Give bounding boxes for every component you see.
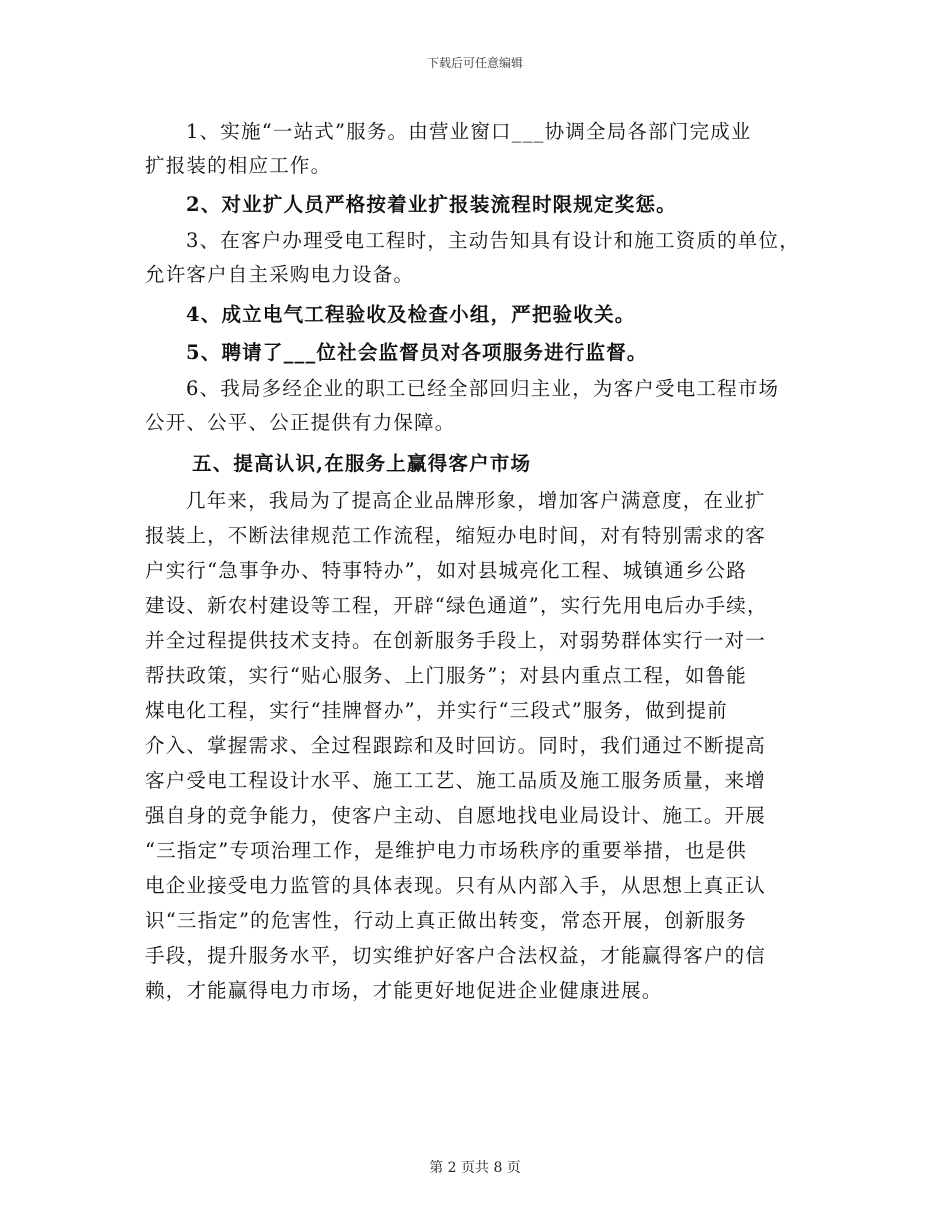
text-line: 2、对业扩人员严格按着业扩报装流程时限规定奖惩。 <box>186 193 677 216</box>
text-line: “三指定”专项治理工作，是维护电力市场秩序的重要举措，也是供 <box>145 839 747 862</box>
text-line: 电企业接受电力监管的具体表现。只有从内部入手，从思想上真正认 <box>145 874 767 897</box>
section-heading: 五、提高认识,在服务上赢得客户市场 <box>192 452 532 475</box>
page-header: 下载后可任意编辑 <box>426 56 523 70</box>
text-line: 3、在客户办理受电工程时，主动告知具有设计和施工资质的单位， <box>186 229 800 252</box>
text-line: 6、我局多经企业的职工已经全部回归主业，为客户受电工程市场 <box>186 377 780 400</box>
text-line: 手段，提升服务水平，切实维护好客户合法权益，才能赢得客户的信 <box>145 944 767 967</box>
text-line: 公开、公平、公正提供有力保障。 <box>145 411 456 434</box>
text-line: 4、成立电气工程验收及检查小组，严把验收关。 <box>186 303 636 326</box>
text-line: 扩报装的相应工作。 <box>145 154 332 177</box>
text-line: 赖，才能赢得电力市场，才能更好地促进企业健康进展。 <box>145 979 663 1002</box>
text-line: 报装上，不断法律规范工作流程，缩短办电时间，对有特别需求的客 <box>145 524 767 547</box>
text-line: 帮扶政策，实行“贴心服务、上门服务”；对县内重点工程，如鲁能 <box>145 664 747 687</box>
text-line: 煤电化工程，实行“挂牌督办”，并实行“三段式”服务，做到提前 <box>145 699 728 722</box>
text-line: 并全过程提供技术支持。在创新服务手段上，对弱势群体实行一对一 <box>145 629 767 652</box>
text-line: 5、聘请了___位社会监督员对各项服务进行监督。 <box>186 341 648 364</box>
text-line: 户实行“急事争办、特事特办”，如对县城亮化工程、城镇通乡公路 <box>145 559 747 582</box>
page-footer: 第 2 页共 8 页 <box>429 1160 521 1176</box>
text-line: 允许客户自主采购电力设备。 <box>145 263 415 286</box>
text-line: 识“三指定”的危害性，行动上真正做出转变，常态开展，创新服务 <box>145 909 747 932</box>
text-line: 强自身的竞争能力，使客户主动、自愿地找电业局设计、施工。开展 <box>145 804 767 827</box>
text-line: 客户受电工程设计水平、施工工艺、施工品质及施工服务质量，来增 <box>145 769 767 792</box>
text-line: 1、实施“一站式”服务。由营业窗口___协调全局各部门完成业 <box>186 120 752 143</box>
text-line: 介入、掌握需求、全过程跟踪和及时回访。同时，我们通过不断提高 <box>145 734 767 757</box>
text-line: 建设、新农村建设等工程，开辟“绿色通道”，实行先用电后办手续， <box>145 594 768 617</box>
text-line: 几年来，我局为了提高企业品牌形象，增加客户满意度，在业扩 <box>186 489 766 512</box>
